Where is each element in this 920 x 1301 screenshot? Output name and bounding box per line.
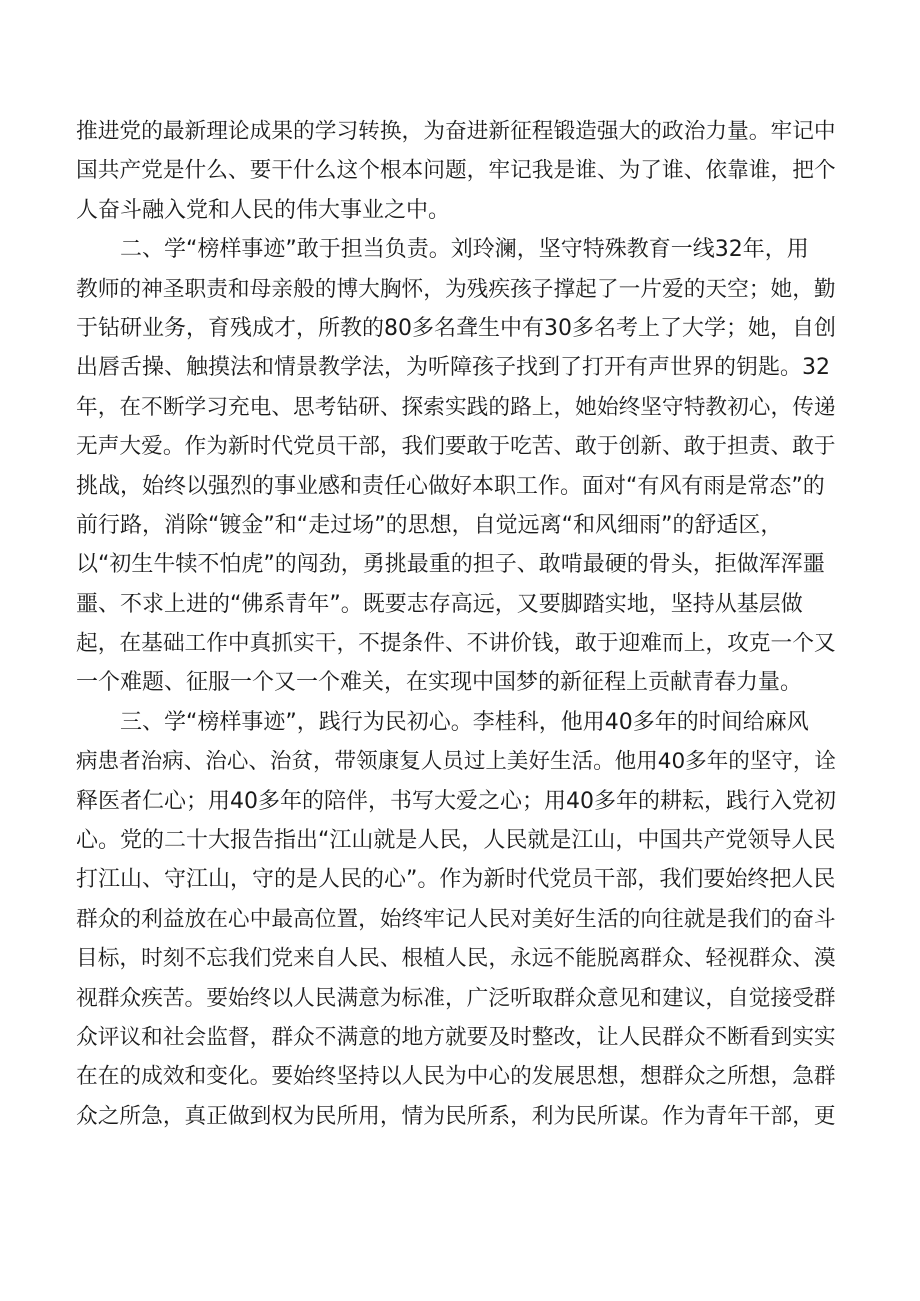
text-line: 病患者治病、治心、治贫，带领康复人员过上美好生活。他用40多年的坚守，诠 [76,749,837,775]
text-line: 无声大爱。作为新时代党员干部，我们要敢于吃苦、敢于创新、敢于担责、敢于 [76,434,836,460]
text-line: 群众的利益放在心中最高位置，始终牢记人民对美好生活的向往就是我们的奋斗 [76,906,836,932]
text-line: 起，在基础工作中真抓实干，不提条件、不讲价钱，敢于迎难而上，攻克一个又 [76,631,836,657]
text-line: 打江山、守江山，守的是人民的心”。作为新时代党员干部，我们要始终把人民 [76,867,836,893]
section-two-first-line: 二、学“榜样事迹”敢于担当负责。刘玲澜，坚守特殊教育一线32年，用 [120,237,809,263]
text-line: 年，在不断学习充电、思考钻研、探索实践的路上，她始终坚守特教初心，传递 [76,394,836,420]
text-line: 国共产党是什么、要干什么这个根本问题，牢记我是谁、为了谁、依靠谁，把个 [76,158,836,184]
text-line: 教师的神圣职责和母亲般的博大胸怀，为残疾孩子撑起了一片爱的天空；她，勤 [76,276,836,302]
text-line: 心。党的二十大报告指出“江山就是人民，人民就是江山，中国共产党领导人民 [76,828,836,854]
text-line: 于钻研业务，育残成才，所教的80多名聋生中有30多名考上了大学；她，自创 [76,315,836,341]
text-line: 人奋斗融入党和人民的伟大事业之中。 [76,197,451,223]
text-line: 众评议和社会监督，群众不满意的地方就要及时整改，让人民群众不断看到实实 [76,1024,836,1050]
text-line: 挑战，始终以强烈的事业感和责任心做好本职工作。面对“有风有雨是常态”的 [76,473,825,499]
text-line: 以“初生牛犊不怕虎”的闯劲，勇挑最重的担子、敢啃最硬的骨头，拒做浑浑噩 [76,552,825,578]
text-line: 前行路，消除“镀金”和“走过场”的思想，自觉远离“和风细雨”的舒适区， [76,512,783,538]
text-line: 在在的成效和变化。要始终坚持以人民为中心的发展思想，想群众之所想，急群 [76,1064,836,1090]
body-text [76,112,836,1136]
text-line: 推进党的最新理论成果的学习转换，为奋进新征程锻造强大的政治力量。牢记中 [76,119,836,144]
text-line: 噩、不求上进的“佛系青年”。既要志存高远，又要脚踏实地，坚持从基层做 [76,591,803,617]
text-line: 释医者仁心；用40多年的陪伴，书写大爱之心；用40多年的耕耘，践行入党初 [76,788,836,814]
section-three-first-line: 三、学“榜样事迹”，践行为民初心。李桂科，他用40多年的时间给麻风 [120,709,809,735]
text-line: 目标，时刻不忘我们党来自人民、根植人民，永远不能脱离群众、轻视群众、漠 [76,946,836,972]
text-line: 出唇舌操、触摸法和情景教学法，为听障孩子找到了打开有声世界的钥匙。32 [76,355,830,381]
text-line: 众之所急，真正做到权为民所用，情为民所系，利为民所谋。作为青年干部，更 [76,1103,836,1129]
text-line: 一个难题、征服一个又一个难关，在实现中国梦的新征程上贡献青春力量。 [76,670,803,696]
text-line: 视群众疾苦。要始终以人民满意为标准，广泛听取群众意见和建议，自觉接受群 [76,985,836,1011]
